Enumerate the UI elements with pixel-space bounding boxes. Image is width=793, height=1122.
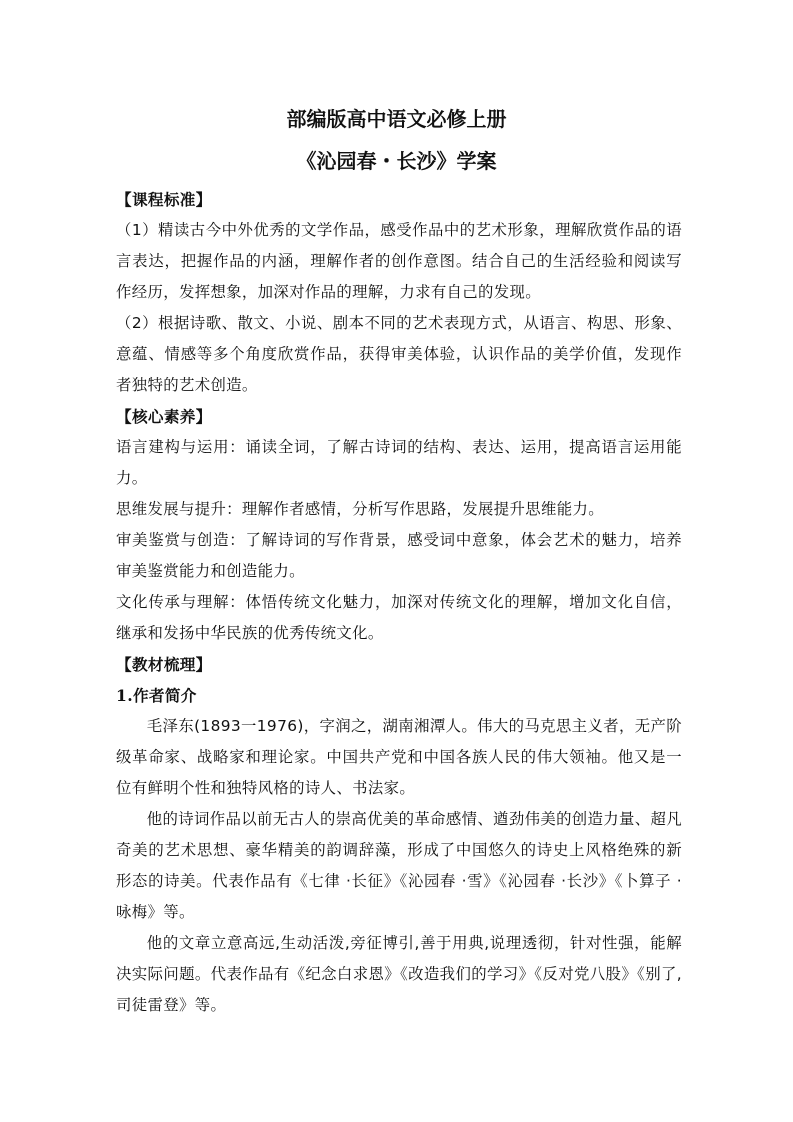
section-heading-standards: 【课程标准】 xyxy=(116,190,212,209)
paragraph-literacy-2: 思维发展与提升：理解作者感情，分析写作思路，发展提升思维能力。 xyxy=(116,500,604,518)
document-subtitle: 《沁园春・长沙》学案 xyxy=(296,149,497,173)
document-body xyxy=(116,184,682,1021)
paragraph-author-3: 他的文章立意高远,生动活泼,旁征博引,善于用典,说理透彻，针对性强，能解决实际问题。代表作品有《纪念白求恩》《改造我们的学习》《反对党八股》《别了,司徒雷登》等。 xyxy=(116,934,682,1014)
section-heading-literacy: 【核心素养】 xyxy=(116,407,212,426)
subsection-heading-author: 1.作者简介 xyxy=(116,686,197,705)
paragraph-author-1: 毛泽东(1893一1976)，字润之，湖南湘潭人。伟大的马克思主义者，无产阶级革命家、战略家和理论家。中国共产党和中国各族人民的伟大领袖。他又是一位有鲜明个性和独特风格的诗人、书法家。 xyxy=(116,717,682,797)
paragraph-standards-2: （2）根据诗歌、散文、小说、剧本不同的艺术表现方式，从语言、构思、形象、意蕴、情感等多个角度欣赏作品，获得审美体验，认识作品的美学价值，发现作者独特的艺术创造。 xyxy=(116,314,682,394)
section-heading-textbook: 【教材梳理】 xyxy=(116,655,212,674)
document-title: 部编版高中语文必修上册 xyxy=(286,107,507,131)
paragraph-literacy-4: 文化传承与理解：体悟传统文化魅力，加深对传统文化的理解，增加文化自信，继承和发扬中华民族的优秀传统文化。 xyxy=(116,593,682,642)
paragraph-author-2: 他的诗词作品以前无古人的崇高优美的革命感情、遒劲伟美的创造力量、超凡奇美的艺术思想、豪华精美的韵调辞藻，形成了中国悠久的诗史上风格绝殊的新形态的诗美。代表作品有《七律 ·长征》《沁园春 ·雪》《沁园春 ·长沙》《卜算子 ·咏梅》等。 xyxy=(116,810,682,921)
paragraph-literacy-1: 语言建构与运用：诵读全词，了解古诗词的结构、表达、运用，提高语言运用能力。 xyxy=(116,438,682,487)
paragraph-literacy-3: 审美鉴赏与创造：了解诗词的写作背景，感受词中意象，体会艺术的魅力，培养审美鉴赏能力和创造能力。 xyxy=(116,531,682,580)
paragraph-standards-1: （1）精读古今中外优秀的文学作品，感受作品中的艺术形象，理解欣赏作品的语言表达，把握作品的内涵，理解作者的创作意图。结合自己的生活经验和阅读写作经历，发挥想象，加深对作品的理解，力求有自己的发现。 xyxy=(116,221,682,301)
